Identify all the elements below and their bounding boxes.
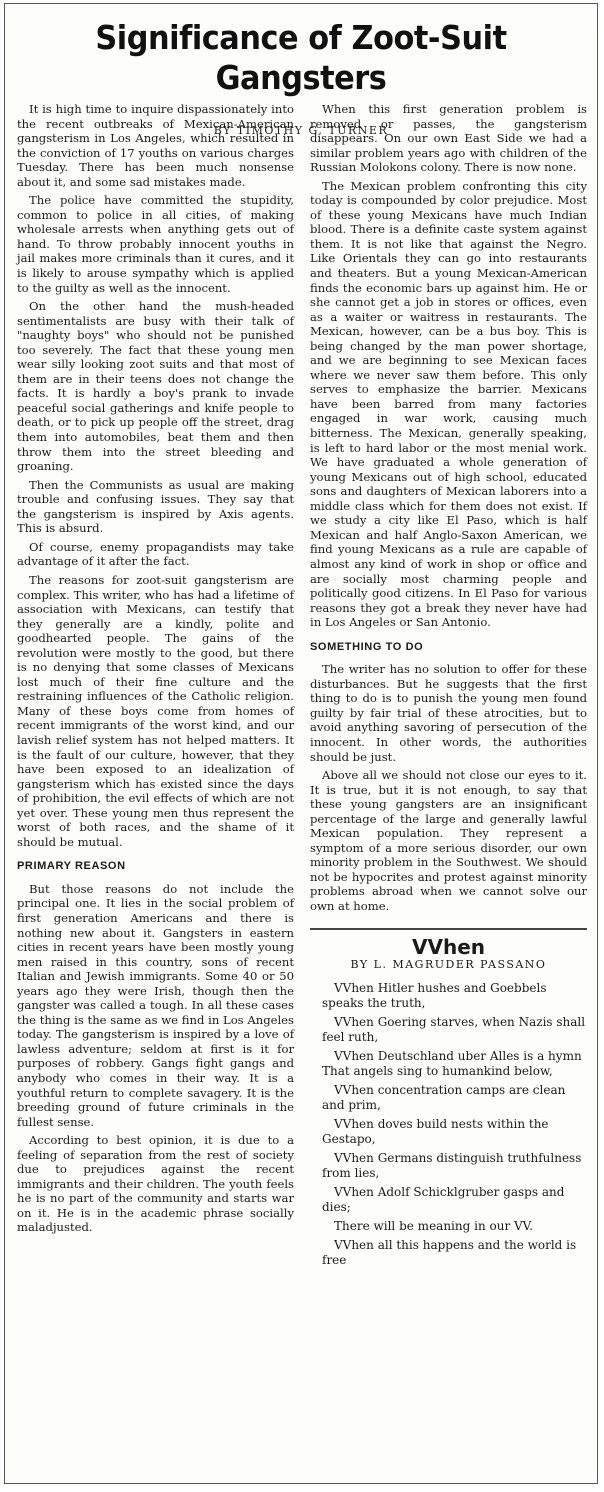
article-paragraph: Of course, enemy propagandists may take advantage of it after the fact. xyxy=(17,539,294,569)
poem-line: There will be meaning in our VV. xyxy=(334,1218,534,1233)
left-column xyxy=(17,102,294,1239)
article-paragraph: But those reasons do not include the principal one. It lies in the social problem of first generation Americans and there is nothing new about it. Gangsters in eastern cities in recent years have been mostly young men raised in this country, sons of recent Italian and Jewish immigrants. Some 40 or 50 years ago they were Irish, though then the gangster was called a tough. In all these cases the thing is the same as we find in Los Angeles today. The gangsterism is inspired by a love of lawless adventure; seldom at first is it for purposes of robbery. Gangs fight gangs and anybody who comes in their way. It is a youthful return to complete savagery. It is the breeding ground of future criminals in the fullest sense. xyxy=(17,881,294,1129)
newspaper-clipping xyxy=(4,3,598,1484)
article-paragraph: The reasons for zoot-suit gangsterism are complex. This writer, who has had a lifetime of association with Mexicans, can testify that they generally are a kindly, polite and goodhearted people. The gains of the revolution were mostly to the good, but there is no denying that some classes of Mexicans lost much of their fine culture and the restraining influences of the Catholic religion. Many of these boys come from homes of recent immigrants of the worst kind, and our lavish relief system has not helped matters. It is the fault of our culture, however, that they have been exposed to an idealization of gangsterism which has existed since the days of prohibition, the evil effects of which are not yet over. These young men thus represent the worst of both races, and the shame of it should be mutual. xyxy=(17,572,294,849)
poem-body xyxy=(310,981,587,1268)
poem-divider xyxy=(310,928,587,930)
article-paragraph: According to best opinion, it is due to a feeling of separation from the rest of society due to prejudices against the recent immigrants and their children. The youth feels he is no part of the community and starts war on it. He is in the academic phrase socially maladjusted. xyxy=(17,1133,294,1235)
article-paragraph: The writer has no solution to offer for these disturbances. But he suggests that the first thing to do is to punish the young men found guilty by fair trial of these atrocities, but to avoid anything savoring of persecution of the innocent. In other words, the authorities should be just. xyxy=(310,662,587,764)
poem-line: VVhen all this happens and the world is free xyxy=(322,1237,577,1267)
article-headline: Significance of Zoot-Suit Gangsters xyxy=(95,18,507,97)
poem-line: VVhen Hitler hushes and Goebbels speaks the truth, xyxy=(322,980,547,1010)
article-paragraph: On the other hand the mush-headed sentimentalists are busy with their talk of "naughty boys" who should not be punished too severely. The fact that these young men wear silly looking zoot suits and that most of them are in their teens does not change the facts. It is hardly a boy's prank to invade peaceful social gatherings and knife people to death, or to pick up people off the street, drag them into automobiles, beat them and then throw them into the street bleeding and groaning. xyxy=(17,299,294,474)
poem-line: VVhen Deutschland uber Alles is a hymn That angels sing to humankind below, xyxy=(322,1048,582,1078)
poem-title: VVhen xyxy=(412,934,485,959)
article-paragraph: When this first generation problem is removed or passes, the gangsterism disappears. On our own East Side we had a similar problem years ago with children of the Russian Molokons colony. There is now none. xyxy=(310,102,587,175)
poem-line: VVhen Germans distinguish truthfulness from lies, xyxy=(322,1150,582,1180)
right-column xyxy=(310,102,587,1272)
article-paragraph: The Mexican problem confronting this city today is compounded by color prejudice. Most of these young Mexicans have much Indian blood. There is a definite caste system against them. It is not like that against the Negro. Like Orientals they can go into restaurants and theaters. But a young Mexican-American finds the economic bars up against him. He or she cannot get a job in stores or offices, even as a waiter or waitress in restaurants. The Mexican, however, can be a bus boy. This is being changed by the man power shortage, and we are beginning to see Mexican faces where we never saw them before. This only serves to emphasize the barrier. Mexicans have been barred from many factories engaged in war work, causing much bitterness. The Mexican, generally speaking, is left to hard labor or the most menial work. We have graduated a whole generation of young Mexicans out of high school, educated sons and daughters of Mexican laborers into a middle class which for them does not exist. If we study a city like El Paso, which is half Mexican and half Anglo-Saxon American, we find young Mexicans as a rule are capable of almost any kind of work in shop or office and are socially most charming people and politically good citizens. In El Paso for various reasons they got a break they never have had in Los Angeles or San Antonio. xyxy=(310,178,587,630)
subhead-something-to-do: SOMETHING TO DO xyxy=(310,640,424,653)
subhead-primary-reason: PRIMARY REASON xyxy=(17,860,126,873)
poem-line: VVhen concentration camps are clean and prim, xyxy=(322,1082,566,1112)
poem-line: VVhen Adolf Schicklgruber gasps and dies; xyxy=(322,1184,565,1214)
poem-byline: BY L. MAGRUDER PASSANO xyxy=(350,958,547,972)
poem-line: VVhen Goering starves, when Nazis shall feel ruth, xyxy=(322,1014,586,1044)
article-paragraph: The police have committed the stupidity, common to police in all cities, of making wholesale arrests when anything gets out of hand. To throw probably innocent youths in jail makes more criminals than it cures, and it is likely to arouse sympathy which is applied to the guilty as well as the innocent. xyxy=(17,193,294,295)
article-paragraph: Then the Communists as usual are making trouble and confusing issues. They say that the gangsterism is inspired by Axis agents. This is absurd. xyxy=(17,477,294,536)
article-byline: BY TIMOTHY G. TURNER xyxy=(213,124,389,137)
article-paragraph: It is high time to inquire dispassionately into the recent outbreaks of Mexican-American gangsterism in Los Angeles, which resulted in the conviction of 17 youths on various charges Tuesday. There has been much nonsense about it, and some sad mistakes made. xyxy=(17,102,294,189)
article-columns xyxy=(17,102,587,1477)
article-paragraph: Above all we should not close our eyes to it. It is true, but it is not enough, to say that these young gangsters are an insignificant percentage of the large and generally lawful Mexican population. They represent a symptom of a more serious disorder, our own minority problem in the Southwest. We should not be hypocrites and protest against minority problems abroad when we cannot solve our own at home. xyxy=(310,768,587,913)
poem-line: VVhen doves build nests within the Gestapo, xyxy=(322,1116,549,1146)
